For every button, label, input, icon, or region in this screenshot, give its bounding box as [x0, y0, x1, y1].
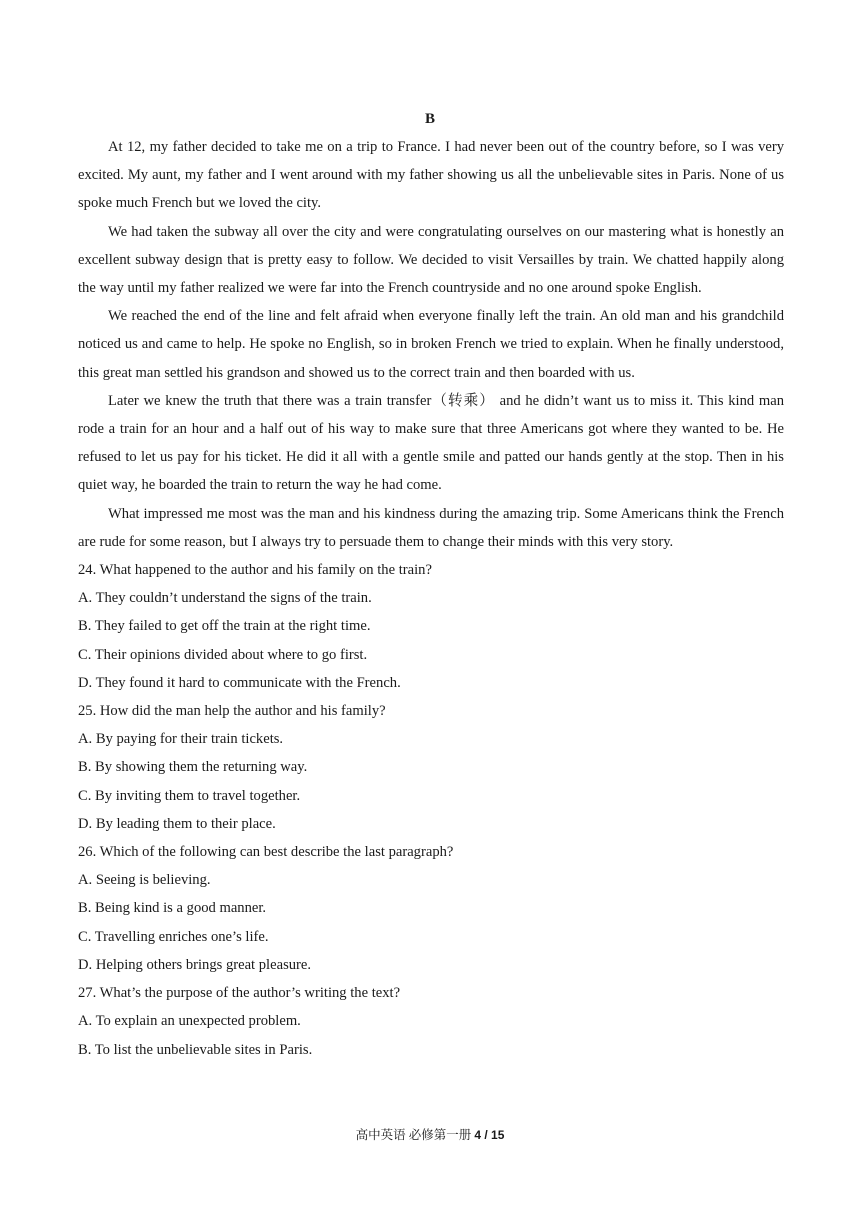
answer-option-c: C. Their opinions divided about where to go first. [78, 646, 368, 663]
answer-option-c: C. By inviting them to travel together. [78, 787, 301, 804]
question-stem: 25. How did the man help the author and his family? [78, 703, 386, 720]
question-27 [78, 979, 784, 1064]
passage-content [78, 133, 784, 1064]
passage-paragraph-5: What impressed me most was the man and his kindness during the amazing trip. Some Americans think the French are rude for some reason, but I always try to persuade them to change their minds with this very story. [78, 505, 784, 550]
section-title: B [424, 111, 435, 127]
question-stem: 27. What’s the purpose of the author’s writing the text? [78, 985, 401, 1002]
passage-paragraph-2: We had taken the subway all over the city and were congratulating ourselves on our mastering what is honestly an excellent subway design that is pretty easy to follow. We decided to visit Versailles by train. We chatted happily along the way until my father realized we were far into the French countryside and no one around spoke English. [78, 223, 784, 297]
answer-option-b: B. To list the unbelievable sites in Paris. [78, 1041, 313, 1058]
passage-paragraph-3: We reached the end of the line and felt afraid when everyone finally left the train. An old man and his grandchild noticed us and came to help. He spoke no English, so in broken French we tried to explain. When he finally understood, this great man settled his grandson and showed us to the correct train and then boarded with us. [78, 308, 784, 381]
answer-option-b: B. They failed to get off the train at the right time. [78, 618, 371, 635]
answer-option-a: A. By paying for their train tickets. [78, 731, 284, 748]
question-25 [78, 697, 784, 838]
passage-paragraph-1: At 12, my father decided to take me on a trip to France. I had never been out of the country before, so I was very excited. My aunt, my father and I went around with my father showing us all the unbelievable sites in Paris. None of us spoke much French but we loved the city. [78, 139, 784, 212]
question-stem: 26. Which of the following can best describe the last paragraph? [78, 844, 454, 861]
page-footer [0, 1126, 860, 1144]
page-number: 4 / 15 [474, 1128, 505, 1142]
answer-option-c: C. Travelling enriches one’s life. [78, 928, 269, 945]
question-24 [78, 556, 784, 697]
question-stem: 24. What happened to the author and his family on the train? [78, 562, 432, 579]
footer-text: 高中英语 必修第一册 [355, 1128, 475, 1142]
question-26 [78, 838, 784, 979]
passage-paragraph-4: Later we knew the truth that there was a train transfer（转乘） and he didn’t want us to miss it. This kind man rode a train for an hour and a half out of his way to make sure that three Americans got where they wanted to be. He refused to let us pay for his ticket. He did it all with a gentle smile and patted our hands gently at the stop. Then in his quiet way, he boarded the train to return the way he had come. [78, 392, 784, 494]
answer-option-a: A. Seeing is believing. [78, 872, 211, 889]
answer-option-a: A. They couldn’t understand the signs of the train. [78, 590, 372, 607]
answer-option-b: B. By showing them the returning way. [78, 759, 308, 776]
answer-option-d: D. They found it hard to communicate with the French. [78, 674, 401, 691]
answer-option-a: A. To explain an unexpected problem. [78, 1013, 301, 1030]
answer-option-d: D. By leading them to their place. [78, 815, 276, 832]
answer-option-b: B. Being kind is a good manner. [78, 900, 267, 917]
answer-option-d: D. Helping others brings great pleasure. [78, 956, 312, 973]
